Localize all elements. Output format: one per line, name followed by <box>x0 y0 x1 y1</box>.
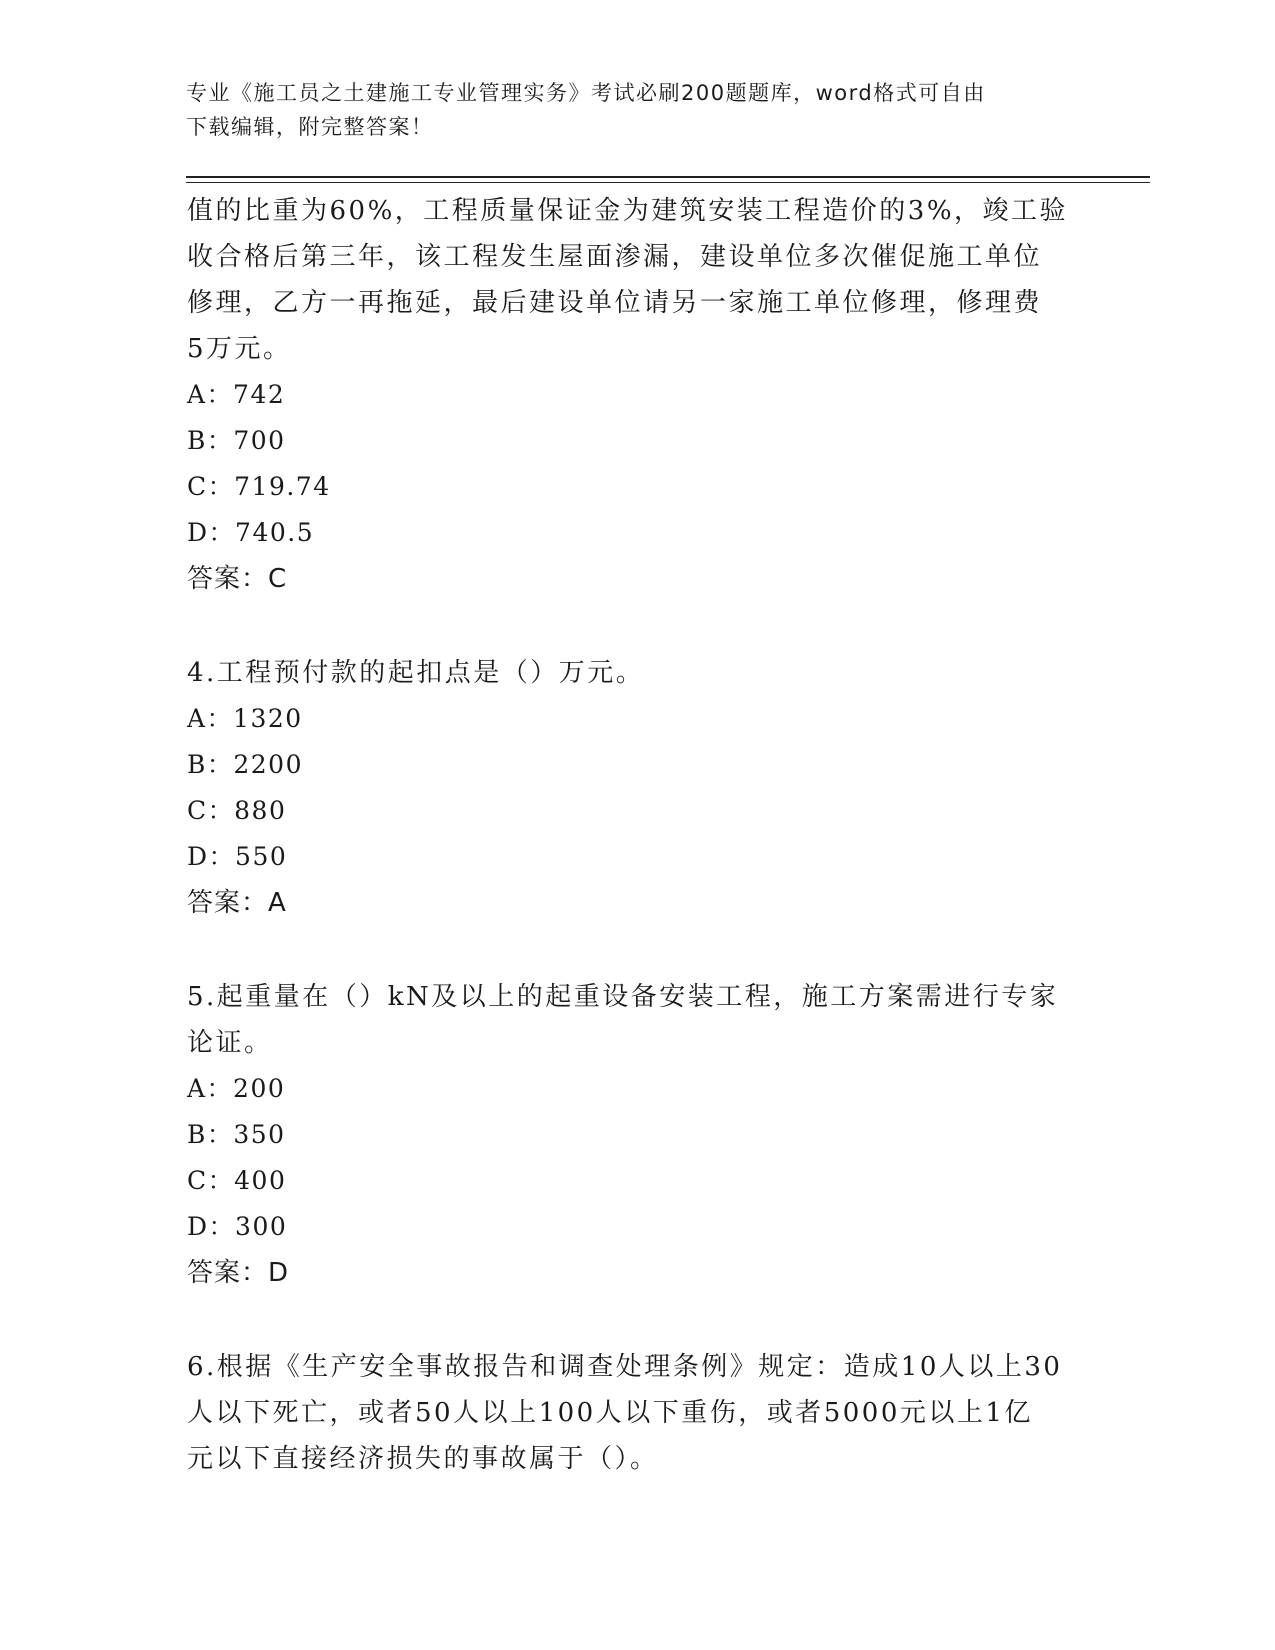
document-body <box>187 188 1087 1482</box>
question-4-text-line: 4.工程预付款的起扣点是（）万元。 <box>187 658 645 688</box>
question-6-block <box>187 1344 1087 1482</box>
question-3-text-line: 值的比重为60%，工程质量保证金为建筑安装工程造价的3%，竣工验 <box>187 196 1069 226</box>
question-3-block <box>187 188 1087 602</box>
question-4-option-d: D：550 <box>187 842 288 871</box>
question-4-option-b: B：2200 <box>187 750 303 779</box>
question-5-block <box>187 974 1087 1296</box>
spacer <box>187 1296 1087 1344</box>
question-5-answer: 答案：D <box>187 1258 290 1288</box>
header-divider-thin <box>186 182 1150 183</box>
question-6-text-line: 元以下直接经济损失的事故属于（）。 <box>187 1444 659 1474</box>
document-header <box>186 76 1086 144</box>
question-6-text-line: 人以下死亡，或者50人以上100人以下重伤，或者5000元以上1亿 <box>187 1398 1033 1428</box>
spacer <box>187 926 1087 974</box>
question-5-option-c: C：400 <box>187 1166 287 1195</box>
question-3-text-line: 修理，乙方一再拖延，最后建设单位请另一家施工单位修理，修理费 <box>187 288 1043 318</box>
question-4-option-a: A：1320 <box>187 704 303 733</box>
question-5-option-d: D：300 <box>187 1212 288 1241</box>
question-3-answer: 答案：C <box>187 564 288 594</box>
question-5-text-line: 论证。 <box>187 1028 273 1058</box>
question-3-text-line: 5万元。 <box>187 334 292 364</box>
question-3-option-b: B：700 <box>187 426 286 455</box>
spacer <box>187 602 1087 650</box>
header-line-2: 下载编辑，附完整答案！ <box>186 115 434 139</box>
header-divider-thick <box>186 176 1150 178</box>
question-5-text-line: 5.起重量在（）kN及以上的起重设备安装工程，施工方案需进行专家 <box>187 982 1059 1012</box>
question-3-option-a: A：742 <box>187 380 286 409</box>
question-3-option-c: C：719.74 <box>187 472 331 501</box>
question-6-text-line: 6.根据《生产安全事故报告和调查处理条例》规定：造成10人以上30 <box>187 1352 1063 1382</box>
question-3-text-line: 收合格后第三年，该工程发生屋面渗漏，建设单位多次催促施工单位 <box>187 242 1043 272</box>
header-line-1: 专业《施工员之土建施工专业管理实务》考试必刷200题题库，word格式可自由 <box>186 81 986 105</box>
question-4-answer: 答案：A <box>187 888 287 918</box>
question-5-option-a: A：200 <box>187 1074 286 1103</box>
question-4-option-c: C：880 <box>187 796 287 825</box>
question-3-option-d: D：740.5 <box>187 518 315 547</box>
question-5-option-b: B：350 <box>187 1120 286 1149</box>
question-4-block <box>187 650 1087 926</box>
